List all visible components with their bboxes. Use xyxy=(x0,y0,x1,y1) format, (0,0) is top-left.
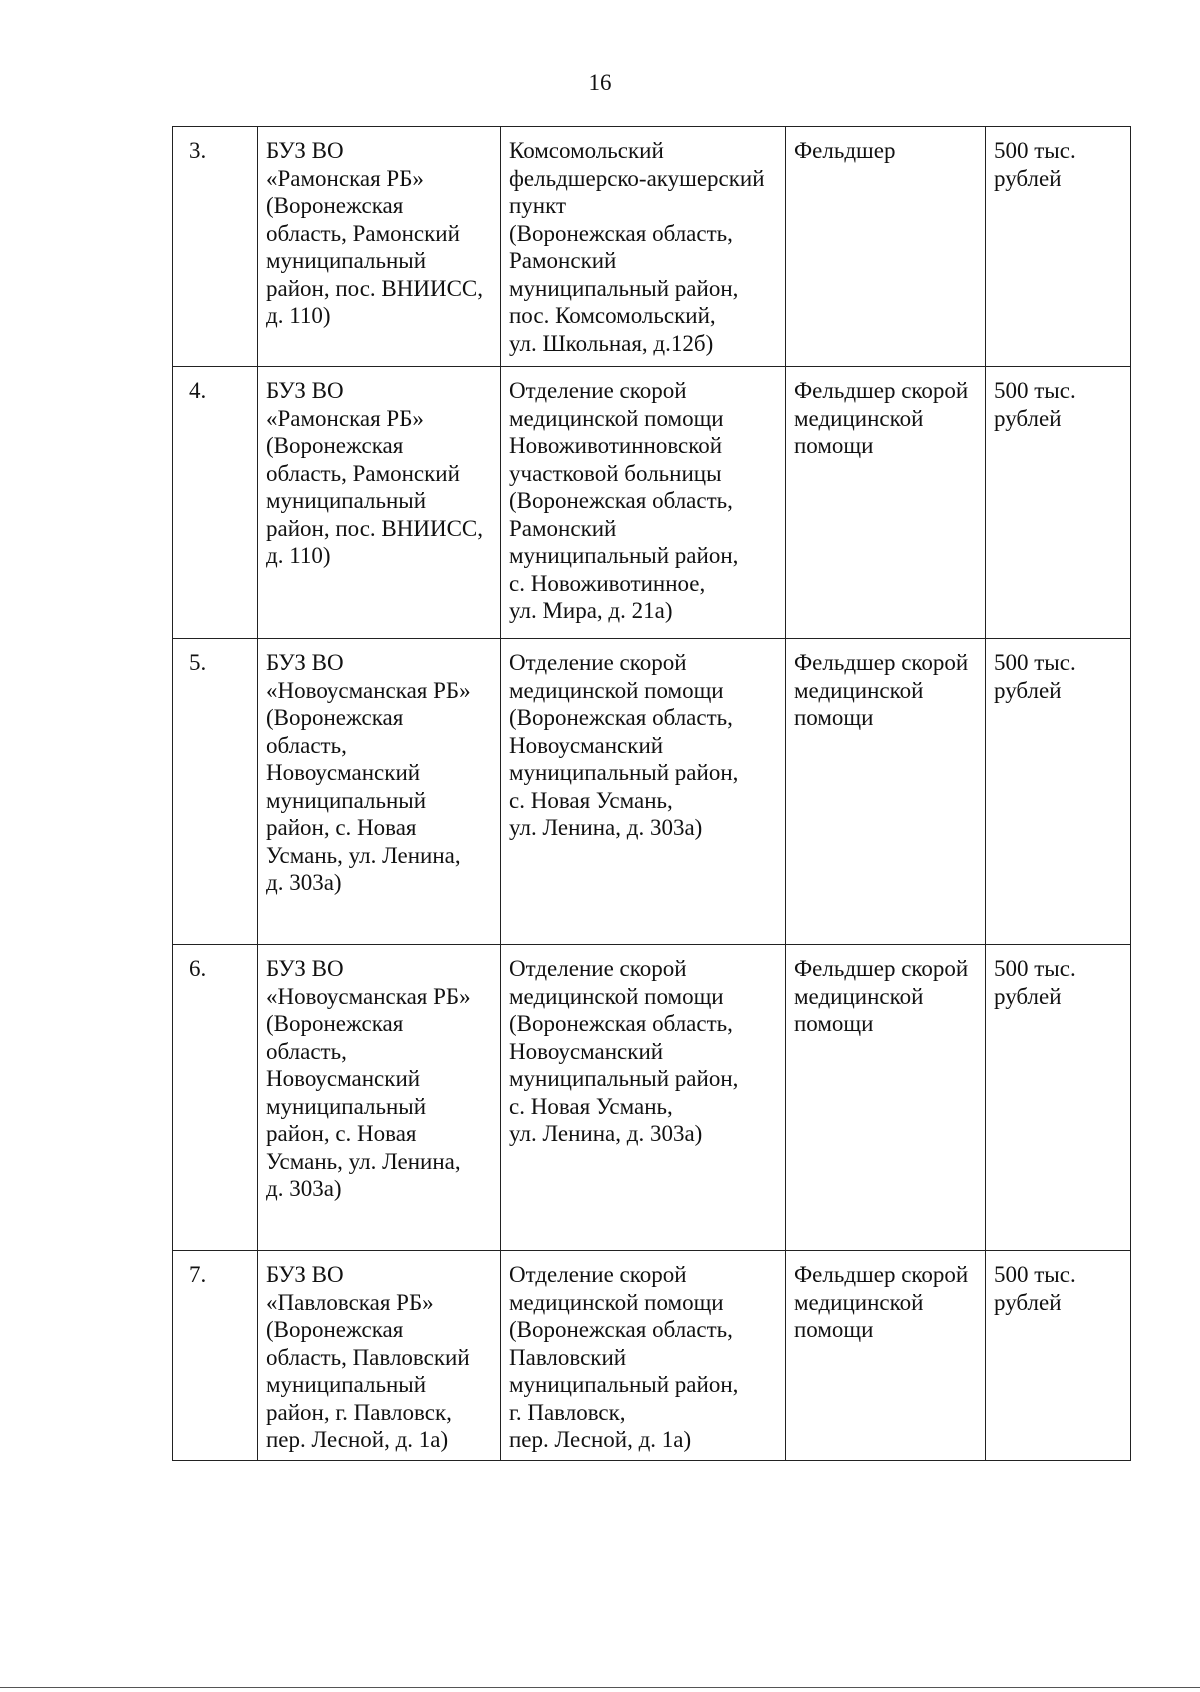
table-row xyxy=(173,367,1131,639)
amount-cell: 500 тыс. рублей xyxy=(986,945,1131,1251)
page-number: 16 xyxy=(588,70,612,95)
unit-cell: Отделение скорой медицинской помощи Новоживотинновской участковой больницы (Воронежская область, Рамонский муниципальный район, с. Новоживотинное, ул. Мира, д. 21а) xyxy=(501,367,786,639)
position-cell: Фельдшер xyxy=(786,127,986,367)
row-number: 4. xyxy=(173,367,258,639)
table-row xyxy=(173,127,1131,367)
position-cell: Фельдшер скорой медицинской помощи xyxy=(786,1251,986,1461)
position-cell: Фельдшер скорой медицинской помощи xyxy=(786,367,986,639)
unit-cell: Отделение скорой медицинской помощи (Воронежская область, Новоусманский муниципальный район, с. Новая Усмань, ул. Ленина, д. 303а) xyxy=(501,945,786,1251)
row-number: 7. xyxy=(173,1251,258,1461)
position-cell: Фельдшер скорой медицинской помощи xyxy=(786,945,986,1251)
allocation-table xyxy=(172,126,1131,1461)
row-number: 5. xyxy=(173,639,258,945)
row-number: 3. xyxy=(173,127,258,367)
position-cell: Фельдшер скорой медицинской помощи xyxy=(786,639,986,945)
amount-cell: 500 тыс. рублей xyxy=(986,127,1131,367)
amount-cell: 500 тыс. рублей xyxy=(986,639,1131,945)
institution-cell: БУЗ ВО «Новоусманская РБ» (Воронежская область, Новоусманский муниципальный район, с. Новая Усмань, ул. Ленина, д. 303а) xyxy=(258,945,501,1251)
table-row xyxy=(173,1251,1131,1461)
institution-cell: БУЗ ВО «Новоусманская РБ» (Воронежская область, Новоусманский муниципальный район, с. Новая Усмань, ул. Ленина, д. 303а) xyxy=(258,639,501,945)
amount-cell: 500 тыс. рублей xyxy=(986,1251,1131,1461)
unit-cell: Комсомольский фельдшерско-акушерский пункт (Воронежская область, Рамонский муниципальный район, пос. Комсомольский, ул. Школьная, д.12б) xyxy=(501,127,786,367)
page-bottom-rule xyxy=(0,1687,1200,1688)
institution-cell: БУЗ ВО «Рамонская РБ» (Воронежская область, Рамонский муниципальный район, пос. ВНИИСС, д. 110) xyxy=(258,127,501,367)
row-number: 6. xyxy=(173,945,258,1251)
unit-cell: Отделение скорой медицинской помощи (Воронежская область, Павловский муниципальный район, г. Павловск, пер. Лесной, д. 1а) xyxy=(501,1251,786,1461)
institution-cell: БУЗ ВО «Павловская РБ» (Воронежская область, Павловский муниципальный район, г. Павловск, пер. Лесной, д. 1а) xyxy=(258,1251,501,1461)
table-row xyxy=(173,639,1131,945)
institution-cell: БУЗ ВО «Рамонская РБ» (Воронежская область, Рамонский муниципальный район, пос. ВНИИСС, д. 110) xyxy=(258,367,501,639)
amount-cell: 500 тыс. рублей xyxy=(986,367,1131,639)
unit-cell: Отделение скорой медицинской помощи (Воронежская область, Новоусманский муниципальный район, с. Новая Усмань, ул. Ленина, д. 303а) xyxy=(501,639,786,945)
table-row xyxy=(173,945,1131,1251)
